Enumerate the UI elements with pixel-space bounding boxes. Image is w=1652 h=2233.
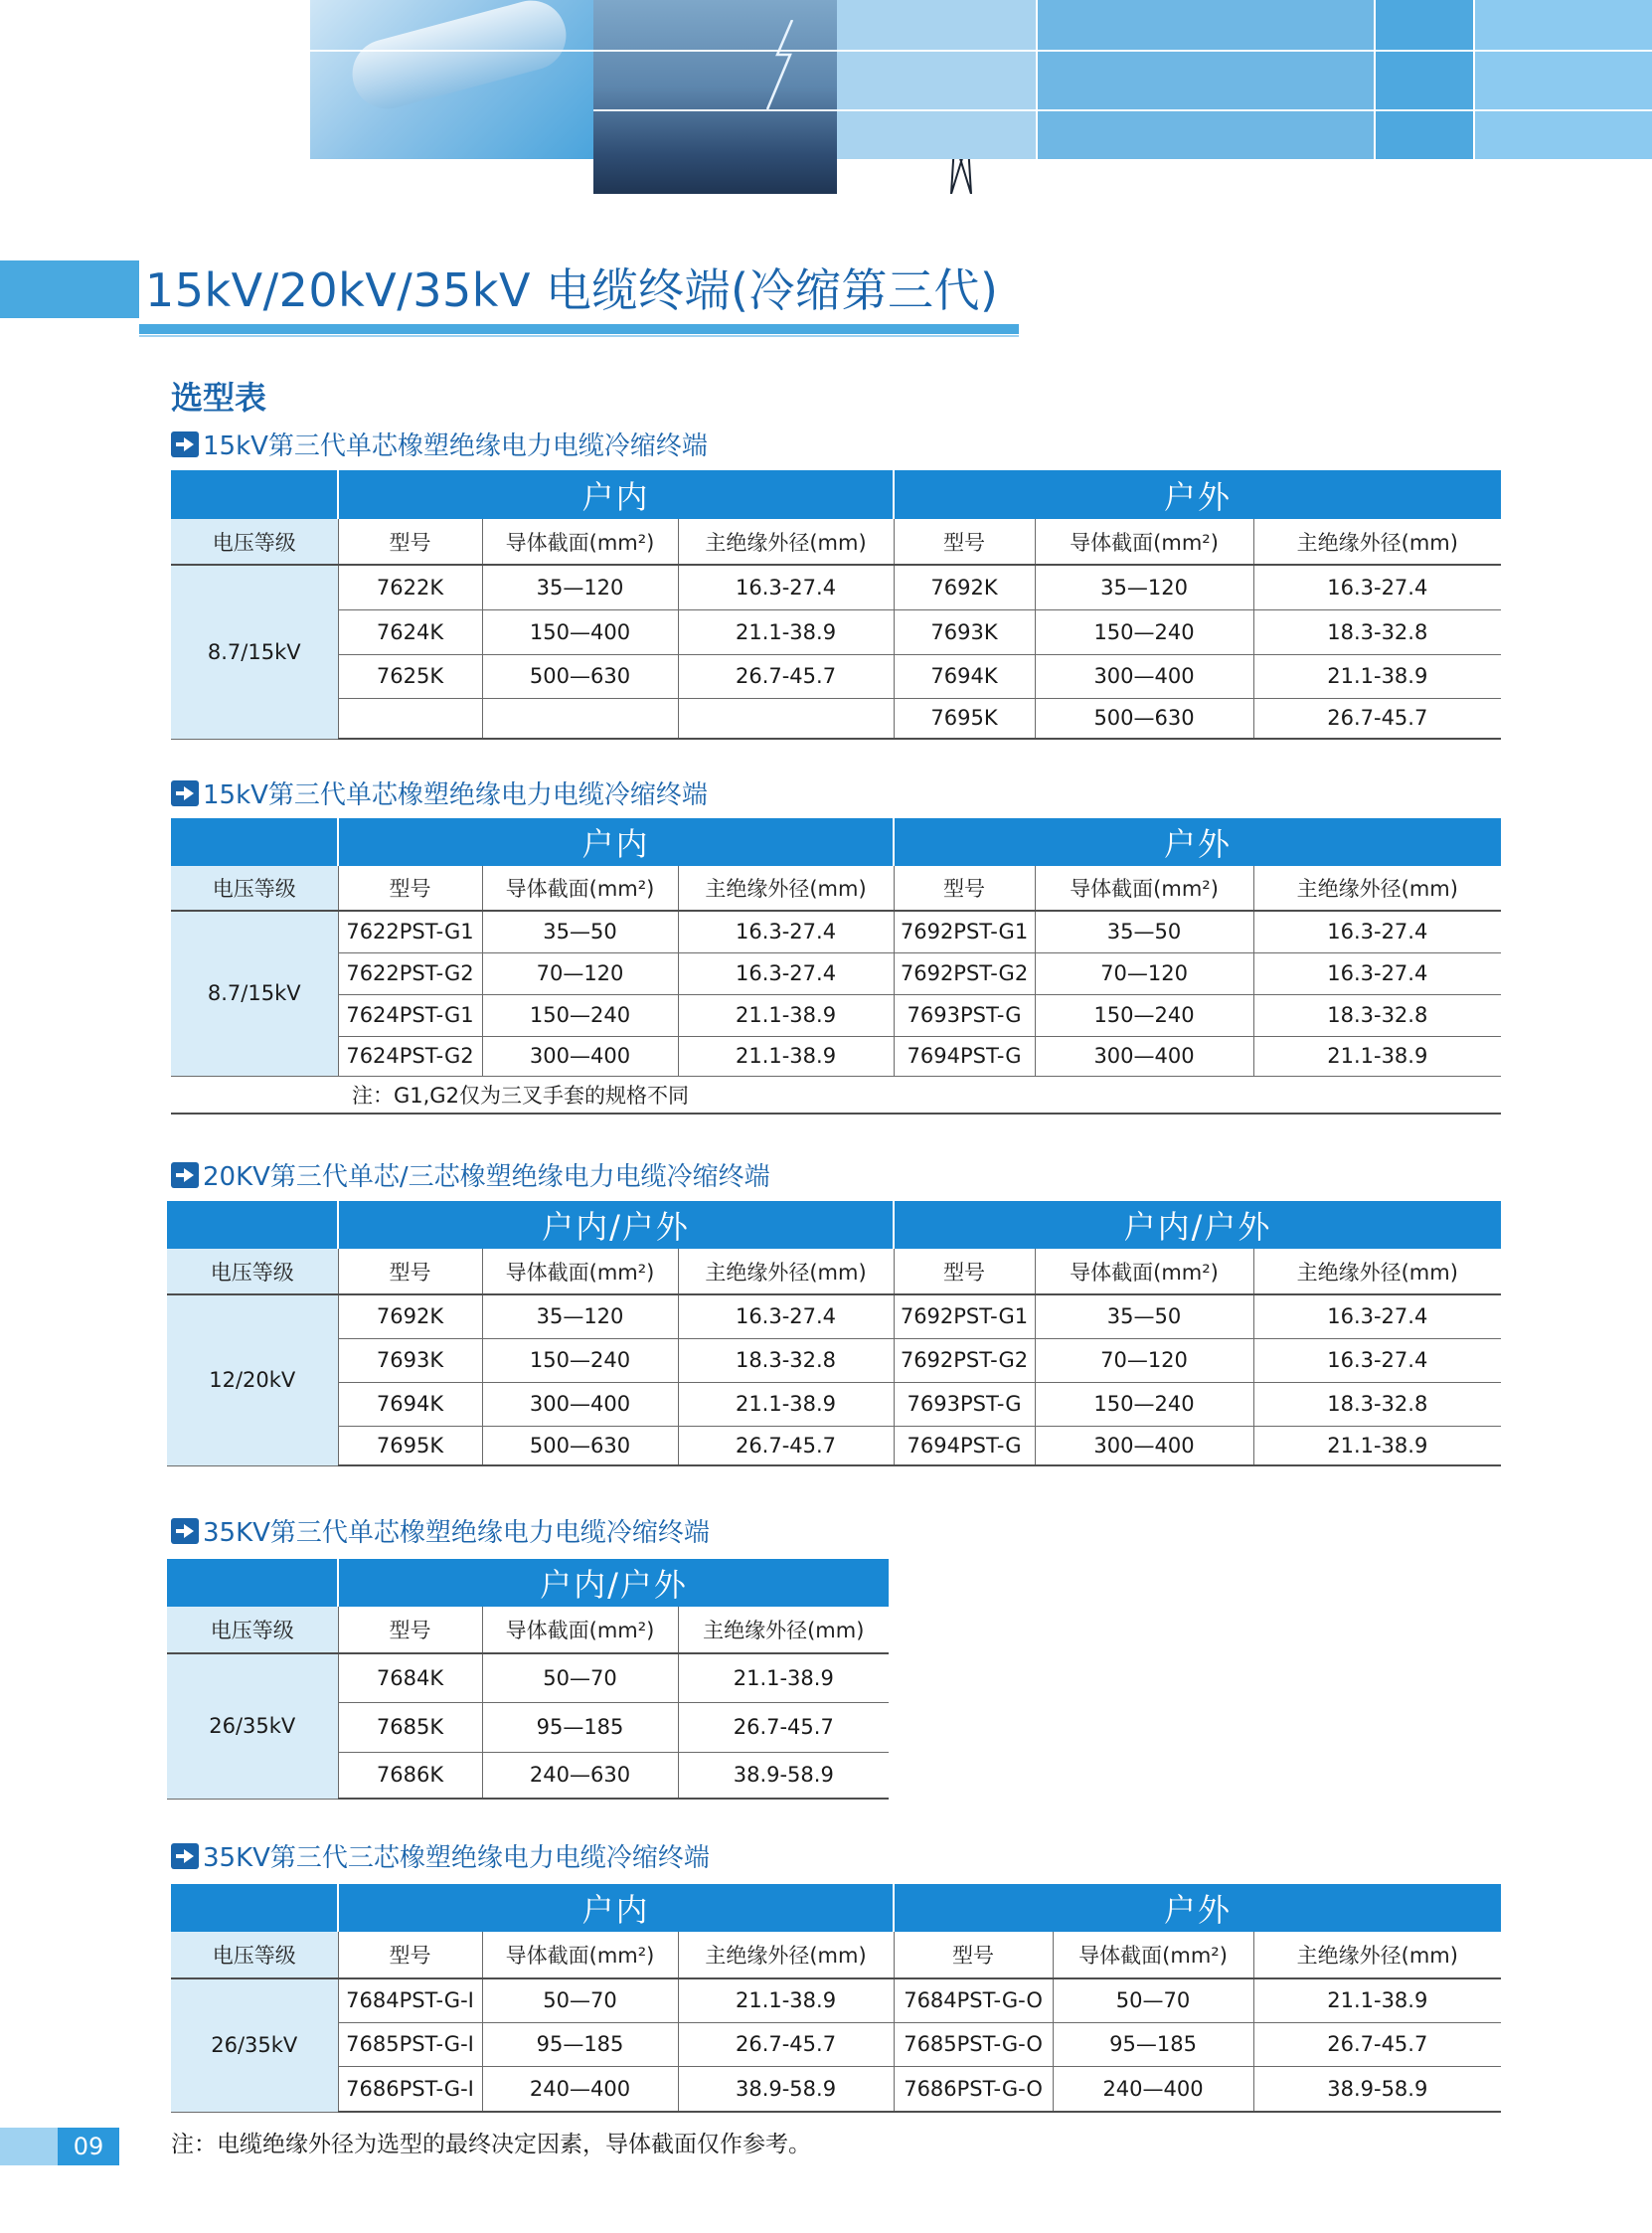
table-heading <box>171 1512 710 1549</box>
section-cell: 95—185 <box>482 1702 678 1752</box>
diameter-cell: 26.7-45.7 <box>678 654 894 698</box>
column-header: 型号 <box>338 1249 482 1294</box>
diameter-cell: 16.3-27.4 <box>678 565 894 609</box>
arrow-right-icon <box>171 1843 199 1869</box>
group-header: 户外 <box>894 818 1501 866</box>
model-cell: 7695K <box>894 698 1035 739</box>
table-heading <box>171 426 708 462</box>
voltage-cell: 26/35kV <box>171 1978 338 2112</box>
section-cell: 50—70 <box>1053 1978 1253 2022</box>
diameter-cell: 16.3-27.4 <box>678 911 894 952</box>
column-header: 导体截面(mm²) <box>482 1932 678 1978</box>
section-cell: 95—185 <box>1053 2022 1253 2066</box>
model-cell: 7685PST-G-O <box>894 2022 1053 2066</box>
column-header: 导体截面(mm²) <box>482 1249 678 1294</box>
diameter-cell: 26.7-45.7 <box>678 1426 894 1465</box>
model-cell: 7694K <box>894 654 1035 698</box>
diameter-cell: 18.3-32.8 <box>1253 994 1501 1036</box>
header-corner <box>171 1884 338 1932</box>
diameter-cell: 18.3-32.8 <box>678 1338 894 1382</box>
column-header: 主绝缘外径(mm) <box>1253 1249 1501 1294</box>
diameter-cell: 16.3-27.4 <box>1253 911 1501 952</box>
section-cell: 95—185 <box>482 2022 678 2066</box>
group-header: 户外 <box>894 470 1501 519</box>
insulator-photo <box>310 0 593 159</box>
model-cell: 7693K <box>894 609 1035 654</box>
model-cell: 7624PST-G2 <box>338 1036 482 1076</box>
banner-block <box>837 0 1036 159</box>
group-header: 户内/户外 <box>338 1559 889 1607</box>
column-header: 导体截面(mm²) <box>1035 519 1253 565</box>
section-cell: 150—240 <box>1035 609 1253 654</box>
column-header: 主绝缘外径(mm) <box>678 519 894 565</box>
table-heading-text: 35KV第三代单芯橡塑绝缘电力电缆冷缩终端 <box>203 1518 710 1548</box>
model-cell: 7694PST-G <box>894 1426 1035 1465</box>
lightning-icon <box>752 20 812 109</box>
column-header: 电压等级 <box>171 866 338 911</box>
column-header: 主绝缘外径(mm) <box>678 1249 894 1294</box>
section-cell: 35—120 <box>1035 565 1253 609</box>
column-header: 主绝缘外径(mm) <box>1253 1932 1501 1978</box>
selection-table <box>171 818 1501 1115</box>
column-header: 导体截面(mm²) <box>1035 866 1253 911</box>
column-header: 电压等级 <box>171 1932 338 1978</box>
model-cell: 7694K <box>338 1382 482 1426</box>
diameter-cell: 16.3-27.4 <box>678 1294 894 1338</box>
arrow-right-icon <box>171 1162 199 1188</box>
group-header: 户内 <box>338 818 894 866</box>
column-header: 型号 <box>338 1932 482 1978</box>
header-corner <box>171 470 338 519</box>
diameter-cell: 21.1-38.9 <box>1253 1036 1501 1076</box>
table-row <box>171 952 1501 994</box>
model-cell: 7684PST-G-O <box>894 1978 1053 2022</box>
header-corner <box>167 1201 338 1249</box>
model-cell: 7685PST-G-I <box>338 2022 482 2066</box>
table-row <box>167 1294 1501 1338</box>
table-row <box>171 1076 1501 1114</box>
column-header: 主绝缘外径(mm) <box>1253 519 1501 565</box>
section-cell: 70—120 <box>482 952 678 994</box>
column-header: 电压等级 <box>171 519 338 565</box>
selection-table <box>171 1884 1501 2113</box>
diameter-cell: 38.9-58.9 <box>1253 2066 1501 2112</box>
model-cell: 7686PST-G-I <box>338 2066 482 2112</box>
column-header: 电压等级 <box>167 1249 338 1294</box>
table-row <box>171 2066 1501 2112</box>
column-header: 型号 <box>338 519 482 565</box>
section-cell: 240—630 <box>482 1752 678 1799</box>
model-cell: 7625K <box>338 654 482 698</box>
section-cell: 35—50 <box>1035 911 1253 952</box>
table-row <box>171 1036 1501 1076</box>
selection-table <box>171 470 1501 740</box>
header-banner <box>310 0 1652 159</box>
model-cell <box>338 698 482 739</box>
table-note: 注：G1,G2仅为三叉手套的规格不同 <box>338 1076 1501 1114</box>
table-heading <box>171 774 708 811</box>
section-cell: 50—70 <box>482 1978 678 2022</box>
table-heading <box>171 1837 710 1874</box>
model-cell: 7692K <box>894 565 1035 609</box>
diameter-cell: 26.7-45.7 <box>678 1702 889 1752</box>
page-number: 09 <box>58 2128 119 2165</box>
model-cell: 7692PST-G2 <box>894 952 1035 994</box>
voltage-cell: 12/20kV <box>167 1294 338 1465</box>
model-cell: 7622K <box>338 565 482 609</box>
diameter-cell: 21.1-38.9 <box>1253 1426 1501 1465</box>
column-header: 导体截面(mm²) <box>482 1607 678 1653</box>
model-cell: 7684PST-G-I <box>338 1978 482 2022</box>
column-header: 型号 <box>338 866 482 911</box>
diameter-cell: 16.3-27.4 <box>678 952 894 994</box>
model-cell: 7693K <box>338 1338 482 1382</box>
column-header: 型号 <box>894 519 1035 565</box>
table-row <box>171 2022 1501 2066</box>
arrow-right-icon <box>171 1518 199 1544</box>
section-cell: 150—240 <box>1035 994 1253 1036</box>
section-cell: 500—630 <box>482 1426 678 1465</box>
column-header: 型号 <box>894 866 1035 911</box>
header-corner <box>171 818 338 866</box>
diameter-cell: 16.3-27.4 <box>1253 1338 1501 1382</box>
diameter-cell: 21.1-38.9 <box>678 1653 889 1702</box>
group-header: 户内 <box>338 1884 894 1932</box>
model-cell: 7622PST-G1 <box>338 911 482 952</box>
selection-table <box>167 1559 889 1800</box>
column-header: 主绝缘外径(mm) <box>678 866 894 911</box>
table-heading-text: 35KV第三代三芯橡塑绝缘电力电缆冷缩终端 <box>203 1843 710 1873</box>
model-cell: 7693PST-G <box>894 1382 1035 1426</box>
section-cell: 240—400 <box>482 2066 678 2112</box>
group-header: 户内 <box>338 470 894 519</box>
table-row <box>171 654 1501 698</box>
banner-divider <box>593 109 1652 111</box>
section-cell: 150—240 <box>1035 1382 1253 1426</box>
model-cell: 7622PST-G2 <box>338 952 482 994</box>
diameter-cell: 26.7-45.7 <box>1253 698 1501 739</box>
section-cell: 70—120 <box>1035 952 1253 994</box>
section-cell: 70—120 <box>1035 1338 1253 1382</box>
model-cell: 7624K <box>338 609 482 654</box>
diameter-cell: 26.7-45.7 <box>1253 2022 1501 2066</box>
section-cell: 35—50 <box>1035 1294 1253 1338</box>
model-cell: 7692K <box>338 1294 482 1338</box>
table-row <box>167 1338 1501 1382</box>
selection-table <box>167 1201 1501 1466</box>
table-row <box>171 911 1501 952</box>
model-cell: 7694PST-G <box>894 1036 1035 1076</box>
section-cell: 150—400 <box>482 609 678 654</box>
banner-block <box>1036 0 1374 159</box>
table-row <box>171 609 1501 654</box>
table-heading-text: 15kV第三代单芯橡塑绝缘电力电缆冷缩终端 <box>203 431 708 461</box>
section-cell: 150—240 <box>482 1338 678 1382</box>
section-cell: 35—120 <box>482 1294 678 1338</box>
section-cell: 35—50 <box>482 911 678 952</box>
column-header: 主绝缘外径(mm) <box>678 1932 894 1978</box>
group-header: 户外 <box>894 1884 1501 1932</box>
section-cell: 500—630 <box>482 654 678 698</box>
diameter-cell: 21.1-38.9 <box>678 1382 894 1426</box>
column-header: 主绝缘外径(mm) <box>678 1607 889 1653</box>
column-header: 导体截面(mm²) <box>1035 1249 1253 1294</box>
section-cell: 50—70 <box>482 1653 678 1702</box>
table-row <box>167 1426 1501 1465</box>
section-title: 选型表 <box>171 379 267 417</box>
banner-divider <box>1374 0 1376 159</box>
table-row <box>171 994 1501 1036</box>
model-cell: 7692PST-G1 <box>894 1294 1035 1338</box>
insulator-image <box>345 0 575 116</box>
column-header: 电压等级 <box>167 1607 338 1653</box>
model-cell: 7692PST-G2 <box>894 1338 1035 1382</box>
model-cell: 7624PST-G1 <box>338 994 482 1036</box>
column-header: 型号 <box>894 1249 1035 1294</box>
diameter-cell: 21.1-38.9 <box>678 1036 894 1076</box>
power-tower-photo <box>593 0 837 194</box>
group-header: 户内/户外 <box>894 1201 1501 1249</box>
section-cell: 300—400 <box>1035 1426 1253 1465</box>
diameter-cell: 38.9-58.9 <box>678 1752 889 1799</box>
note-spacer <box>171 1076 338 1114</box>
arrow-right-icon <box>171 431 199 457</box>
footnote: 注：电缆绝缘外径为选型的最终决定因素，导体截面仅作参考。 <box>171 2132 811 2157</box>
column-header: 导体截面(mm²) <box>1053 1932 1253 1978</box>
table-row <box>167 1382 1501 1426</box>
banner-block <box>1473 0 1652 159</box>
section-cell: 35—120 <box>482 565 678 609</box>
model-cell: 7684K <box>338 1653 482 1702</box>
voltage-cell: 8.7/15kV <box>171 565 338 739</box>
diameter-cell: 18.3-32.8 <box>1253 609 1501 654</box>
model-cell: 7693PST-G <box>894 994 1035 1036</box>
table-row <box>167 1653 889 1702</box>
column-header: 导体截面(mm²) <box>482 519 678 565</box>
group-header: 户内/户外 <box>338 1201 894 1249</box>
table-row <box>171 1978 1501 2022</box>
banner-divider <box>1036 0 1038 159</box>
section-cell: 300—400 <box>482 1036 678 1076</box>
voltage-cell: 26/35kV <box>167 1653 338 1799</box>
table-row <box>171 565 1501 609</box>
table-heading-text: 15kV第三代单芯橡塑绝缘电力电缆冷缩终端 <box>203 780 708 810</box>
banner-divider <box>1473 0 1475 159</box>
title-underline <box>139 335 1019 337</box>
title-underline <box>139 324 1019 334</box>
title-accent-bar <box>0 260 139 318</box>
table-heading-text: 20KV第三代单芯/三芯橡塑绝缘电力电缆冷缩终端 <box>203 1162 770 1192</box>
column-header: 主绝缘外径(mm) <box>1253 866 1501 911</box>
diameter-cell: 21.1-38.9 <box>1253 654 1501 698</box>
diameter-cell: 26.7-45.7 <box>678 2022 894 2066</box>
model-cell: 7685K <box>338 1702 482 1752</box>
diameter-cell: 21.1-38.9 <box>678 994 894 1036</box>
section-cell <box>482 698 678 739</box>
model-cell: 7695K <box>338 1426 482 1465</box>
section-cell: 300—400 <box>1035 1036 1253 1076</box>
diameter-cell: 16.3-27.4 <box>1253 1294 1501 1338</box>
section-cell: 300—400 <box>1035 654 1253 698</box>
arrow-right-icon <box>171 780 199 806</box>
banner-divider <box>310 50 1652 52</box>
header-corner <box>167 1559 338 1607</box>
column-header: 型号 <box>338 1607 482 1653</box>
model-cell: 7692PST-G1 <box>894 911 1035 952</box>
diameter-cell: 16.3-27.4 <box>1253 565 1501 609</box>
section-cell: 500—630 <box>1035 698 1253 739</box>
diameter-cell: 21.1-38.9 <box>678 609 894 654</box>
banner-block <box>1374 0 1473 159</box>
voltage-cell: 8.7/15kV <box>171 911 338 1076</box>
diameter-cell: 18.3-32.8 <box>1253 1382 1501 1426</box>
column-header: 型号 <box>894 1932 1053 1978</box>
section-cell: 150—240 <box>482 994 678 1036</box>
section-cell: 240—400 <box>1053 2066 1253 2112</box>
section-cell: 300—400 <box>482 1382 678 1426</box>
diameter-cell: 21.1-38.9 <box>678 1978 894 2022</box>
model-cell: 7686K <box>338 1752 482 1799</box>
diameter-cell: 38.9-58.9 <box>678 2066 894 2112</box>
diameter-cell <box>678 698 894 739</box>
column-header: 导体截面(mm²) <box>482 866 678 911</box>
table-heading <box>171 1156 770 1193</box>
table-row <box>171 698 1501 739</box>
diameter-cell: 21.1-38.9 <box>1253 1978 1501 2022</box>
diameter-cell: 16.3-27.4 <box>1253 952 1501 994</box>
model-cell: 7686PST-G-O <box>894 2066 1053 2112</box>
page-title: 15kV/20kV/35kV 电缆终端(冷缩第三代) <box>145 263 999 317</box>
